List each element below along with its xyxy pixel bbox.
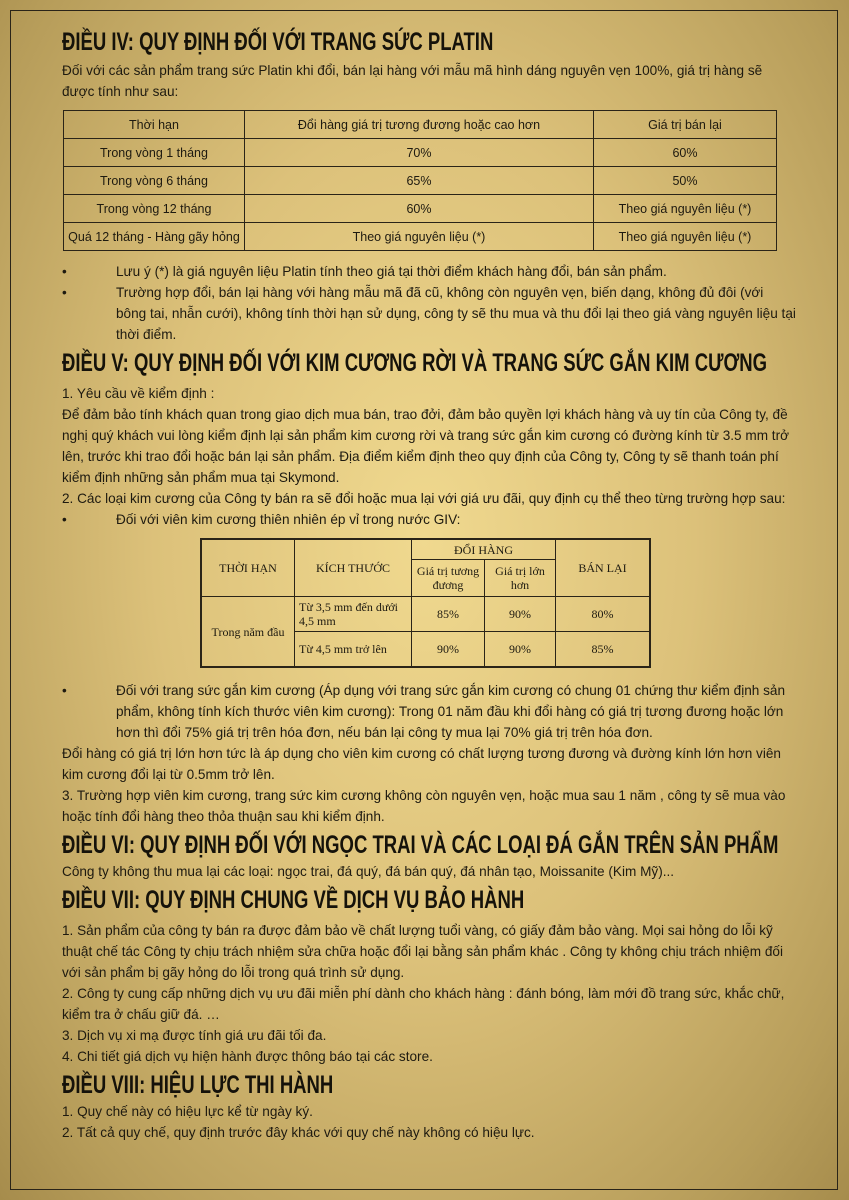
- list-item: [62, 509, 797, 530]
- cell: Trong vòng 6 tháng: [64, 167, 245, 195]
- list-text: Đối với viên kim cương thiên nhiên ép vỉ trong nước GIV:: [116, 512, 461, 527]
- cell: Theo giá nguyên liệu (*): [594, 195, 777, 223]
- cell: Trong vòng 12 tháng: [64, 195, 245, 223]
- cell: 60%: [594, 139, 777, 167]
- bullet: •: [62, 683, 67, 698]
- section-4-title: ĐIỀU IV: QUY ĐỊNH ĐỐI VỚI TRANG SỨC PLATIN: [62, 28, 494, 56]
- cell: 85%: [556, 632, 651, 668]
- paragraph: Công ty không thu mua lại các loại: ngọc trai, đá quý, đá bán quý, đá nhân tạo, Moissanite (Kim Mỹ)...: [62, 864, 675, 879]
- cell: Trong vòng 1 tháng: [64, 139, 245, 167]
- section-5-title: ĐIỀU V: QUY ĐỊNH ĐỐI VỚI KIM CƯƠNG RỜI VÀ TRANG SỨC GẮN KIM CƯƠNG: [62, 349, 767, 377]
- section-6-title: ĐIỀU VI: QUY ĐỊNH ĐỐI VỚI NGỌC TRAI VÀ CÁC LOẠI ĐÁ GẮN TRÊN SẢN PHẨM: [62, 831, 779, 859]
- section-5: [62, 347, 797, 827]
- paragraph: 2. Công ty cung cấp những dịch vụ ưu đãi miễn phí dành cho khách hàng : đánh bóng, làm mới đồ trang sức, khắc chữ, kiểm tra ở chấu giữ đá. …: [62, 986, 785, 1022]
- diamond-table: [200, 538, 651, 668]
- section-8-title: ĐIỀU VIII: HIỆU LỰC THI HÀNH: [62, 1071, 334, 1099]
- note-text: Lưu ý (*) là giá nguyên liệu Platin tính theo giá tại thời điểm khách hàng đổi, bán sản phẩm.: [116, 264, 667, 279]
- header-cell: Giá trị bán lại: [594, 111, 777, 139]
- list-item: [62, 261, 797, 282]
- cell: 90%: [485, 597, 556, 632]
- cell: 70%: [245, 139, 594, 167]
- paragraph: 3. Trường hợp viên kim cương, trang sức kim cương không còn nguyên vẹn, hoặc mua sau 1 năm , công ty sẽ mua vào hoặc tính đổi hàng theo thỏa thuận sau khi kiểm định.: [62, 788, 786, 824]
- paragraph: 3. Dịch vụ xi mạ được tính giá ưu đãi tối đa.: [62, 1028, 327, 1043]
- table-row: [64, 195, 777, 223]
- platin-table: [63, 110, 777, 251]
- paragraph: 4. Chi tiết giá dịch vụ hiện hành được thông báo tại các store.: [62, 1049, 433, 1064]
- table-row: [64, 139, 777, 167]
- paragraph: 2. Tất cả quy chế, quy định trước đây khác với quy chế này không có hiệu lực.: [62, 1125, 535, 1140]
- paragraph: Để đảm bảo tính khách quan trong giao dịch mua bán, trao đởi, đảm bảo quyền lợi khách hàng và uy tín của Công ty, đề nghị quý khách vui lòng kiểm định lại sản phẩm kim cương rời và trang sức gắn kim cương có đường kính từ 3.5 mm trở lên, trước khi trao đổi hoặc bán lại sản phẩm. Địa điểm kiểm định theo quy định của Công ty, Công ty sẽ thanh toán phí kiểm định những sản phẩm mua tại Skymond.: [62, 407, 790, 485]
- paragraph: 1. Quy chế này có hiệu lực kể từ ngày ký.: [62, 1104, 313, 1119]
- table-header-row: [64, 111, 777, 139]
- list-item: [62, 282, 797, 345]
- table-row: [201, 597, 650, 632]
- cell: Trong năm đầu: [201, 597, 295, 668]
- cell: 90%: [485, 632, 556, 668]
- header-cell: Đổi hàng giá trị tương đương hoặc cao hơn: [245, 111, 594, 139]
- cell: 85%: [412, 597, 485, 632]
- section-7-title: ĐIỀU VII: QUY ĐỊNH CHUNG VỀ DỊCH VỤ BẢO HÀNH: [62, 886, 525, 914]
- cell: 50%: [594, 167, 777, 195]
- cell: 60%: [245, 195, 594, 223]
- bullet: •: [62, 285, 67, 300]
- note-text: Trường hợp đổi, bán lại hàng với hàng mẫu mã đã cũ, không còn nguyên vẹn, biến dạng, không đủ đôi (với bông tai, nhẫn cưới), không tính thời hạn sử dụng, công ty sẽ thu mua và thu đổi lại theo giá vàng nguyên liệu tại thời điểm.: [116, 285, 796, 342]
- bullet: •: [62, 264, 67, 279]
- table-row: [64, 223, 777, 251]
- section-4-intro: Đối với các sản phẩm trang sức Platin khi đổi, bán lại hàng với mẫu mã hình dáng nguyên vẹn 100%, giá trị hàng sẽ được tính như sau:: [62, 63, 763, 99]
- cell: Theo giá nguyên liệu (*): [594, 223, 777, 251]
- table-row: [64, 167, 777, 195]
- paragraph: 2. Các loại kim cương của Công ty bán ra sẽ đổi hoặc mua lại với giá ưu đãi, quy định cụ thể theo từng trường hợp sau:: [62, 491, 786, 506]
- section-4: [62, 26, 797, 345]
- header-cell: ĐỔI HÀNG: [412, 539, 556, 560]
- section-8: [62, 1069, 797, 1143]
- header-cell: THỜI HẠN: [201, 539, 295, 597]
- cell: Từ 4,5 mm trở lên: [295, 632, 412, 668]
- paragraph: 1. Yêu cầu về kiểm định :: [62, 386, 215, 401]
- header-cell: Giá trị lớn hơn: [485, 560, 556, 597]
- bullet: •: [62, 512, 67, 527]
- cell: Theo giá nguyên liệu (*): [245, 223, 594, 251]
- cell: 80%: [556, 597, 651, 632]
- document-body: [62, 26, 797, 1143]
- cell: Quá 12 tháng - Hàng gãy hỏng: [64, 223, 245, 251]
- cell: Từ 3,5 mm đến dưới 4,5 mm: [295, 597, 412, 632]
- list-text: Đối với trang sức gắn kim cương (Áp dụng với trang sức gắn kim cương có chung 01 chứng thư kiểm định sản phẩm, không tính kích thước viên kim cương): Trong 01 năm đầu khi đổi hàng có giá trị tương đương hoặc lớn hơn thì đổi 75% giá trị trên hóa đơn, nếu bán lại công ty mua lại 70% giá trị trên hóa đơn.: [116, 683, 786, 740]
- paragraph: Đổi hàng có giá trị lớn hơn tức là áp dụng cho viên kim cương có chất lượng tương đương và đường kính lớn hơn viên kim cương đổi lại từ 0.5mm trở lên.: [62, 746, 781, 782]
- header-cell: Giá trị tương đương: [412, 560, 485, 597]
- header-cell: BÁN LẠI: [556, 539, 651, 597]
- cell: 90%: [412, 632, 485, 668]
- section-6: [62, 829, 797, 882]
- paragraph: 1. Sản phẩm của công ty bán ra được đảm bảo về chất lượng tuổi vàng, có giấy đảm bảo vàng. Mọi sai hỏng do lỗi kỹ thuật chế tác Công ty chịu trách nhiệm sửa chữa hoặc đổi lại bằng sản phẩm khác . Công ty không chịu trách nhiệm đối với sản phẩm bị gãy hỏng do lỗi trong quá trình sử dụng.: [62, 923, 783, 980]
- list-item: [62, 680, 797, 743]
- section-7: [62, 884, 797, 1067]
- cell: 65%: [245, 167, 594, 195]
- header-cell: KÍCH THƯỚC: [295, 539, 412, 597]
- header-cell: Thời hạn: [64, 111, 245, 139]
